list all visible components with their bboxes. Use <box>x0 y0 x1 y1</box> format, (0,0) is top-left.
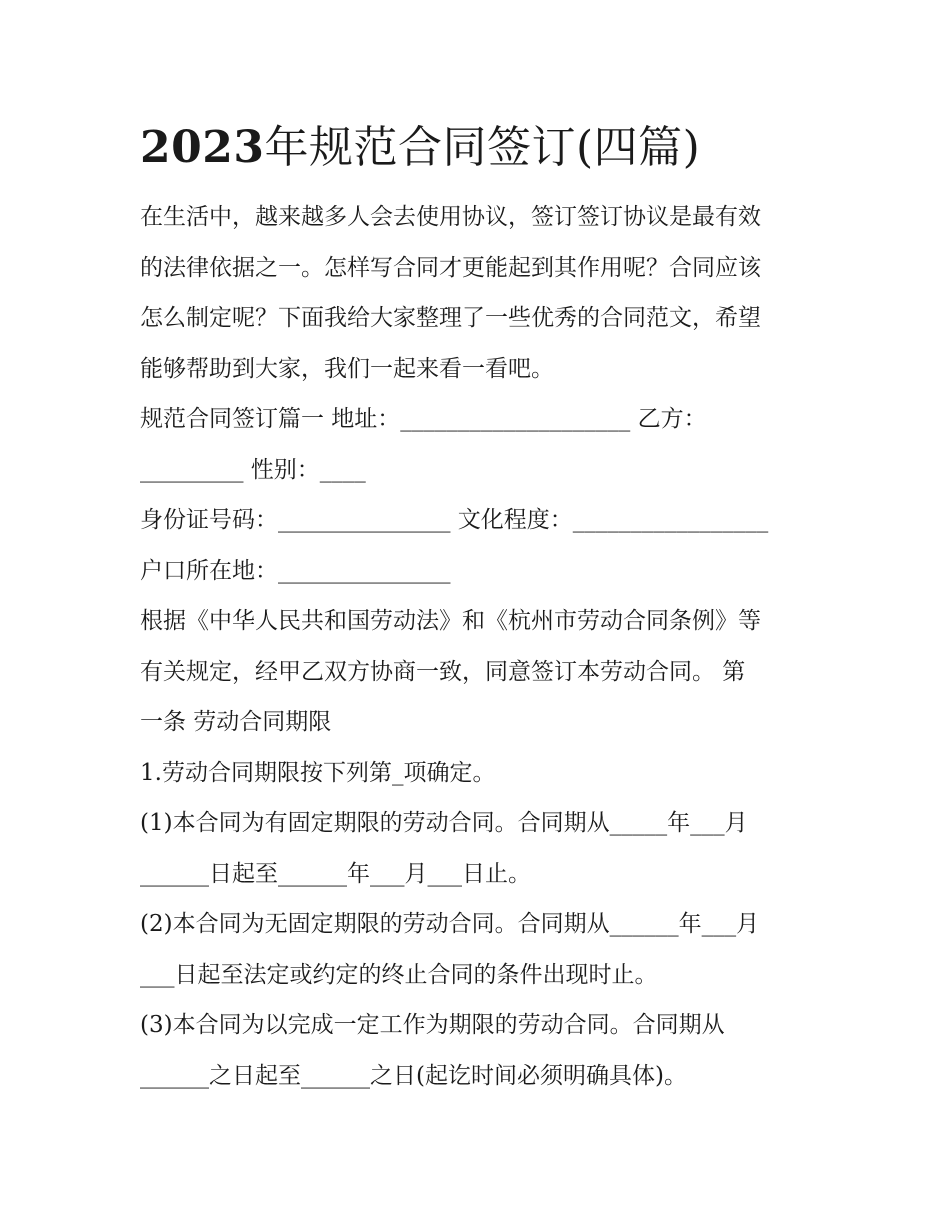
body-line: ______日起至______年___月___日止。 <box>140 860 531 887</box>
title-year: 2023 <box>140 122 265 173</box>
body-line: 身份证号码：_______________ 文化程度：_________________ <box>140 507 769 533</box>
title-text: 年规范合同签订(四篇) <box>264 122 701 173</box>
body-line: 根据《中华人民共和国劳动法》和《杭州市劳动合同条例》等 <box>140 608 761 634</box>
body-line: ______之日起至______之日(起讫时间必须明确具体)。 <box>140 1062 687 1089</box>
body-line: (3)本合同为以完成一定工作为期限的劳动合同。合同期从 <box>140 1012 725 1038</box>
document-body <box>140 192 820 1101</box>
body-line: (1)本合同为有固定期限的劳动合同。合同期从_____年___月 <box>140 810 748 836</box>
body-line: ___日起至法定或约定的终止合同的条件出现时止。 <box>140 961 658 988</box>
body-line: 的法律依据之一。怎样写合同才更能起到其作用呢？合同应该 <box>140 254 761 281</box>
body-line: 1.劳动合同期限按下列第_项确定。 <box>140 759 496 786</box>
body-line: 有关规定，经甲乙双方协商一致，同意签订本劳动合同。 第 <box>140 658 746 685</box>
body-line: (2)本合同为无固定期限的劳动合同。合同期从______年___月 <box>140 911 760 937</box>
body-line: _________ 性别：____ <box>140 456 366 483</box>
body-line: 在生活中，越来越多人会去使用协议，签订签订协议是最有效 <box>140 204 761 230</box>
body-line: 规范合同签订篇一 地址：____________________ 乙方： <box>140 406 707 432</box>
body-line: 户口所在地：_______________ <box>140 557 451 584</box>
document-title <box>140 118 820 178</box>
body-line: 一条 劳动合同期限 <box>140 709 332 735</box>
body-line: 怎么制定呢？下面我给大家整理了一些优秀的合同范文，希望 <box>140 305 761 331</box>
document-page <box>140 118 820 1101</box>
body-line: 能够帮助到大家，我们一起来看一看吧。 <box>140 355 554 382</box>
